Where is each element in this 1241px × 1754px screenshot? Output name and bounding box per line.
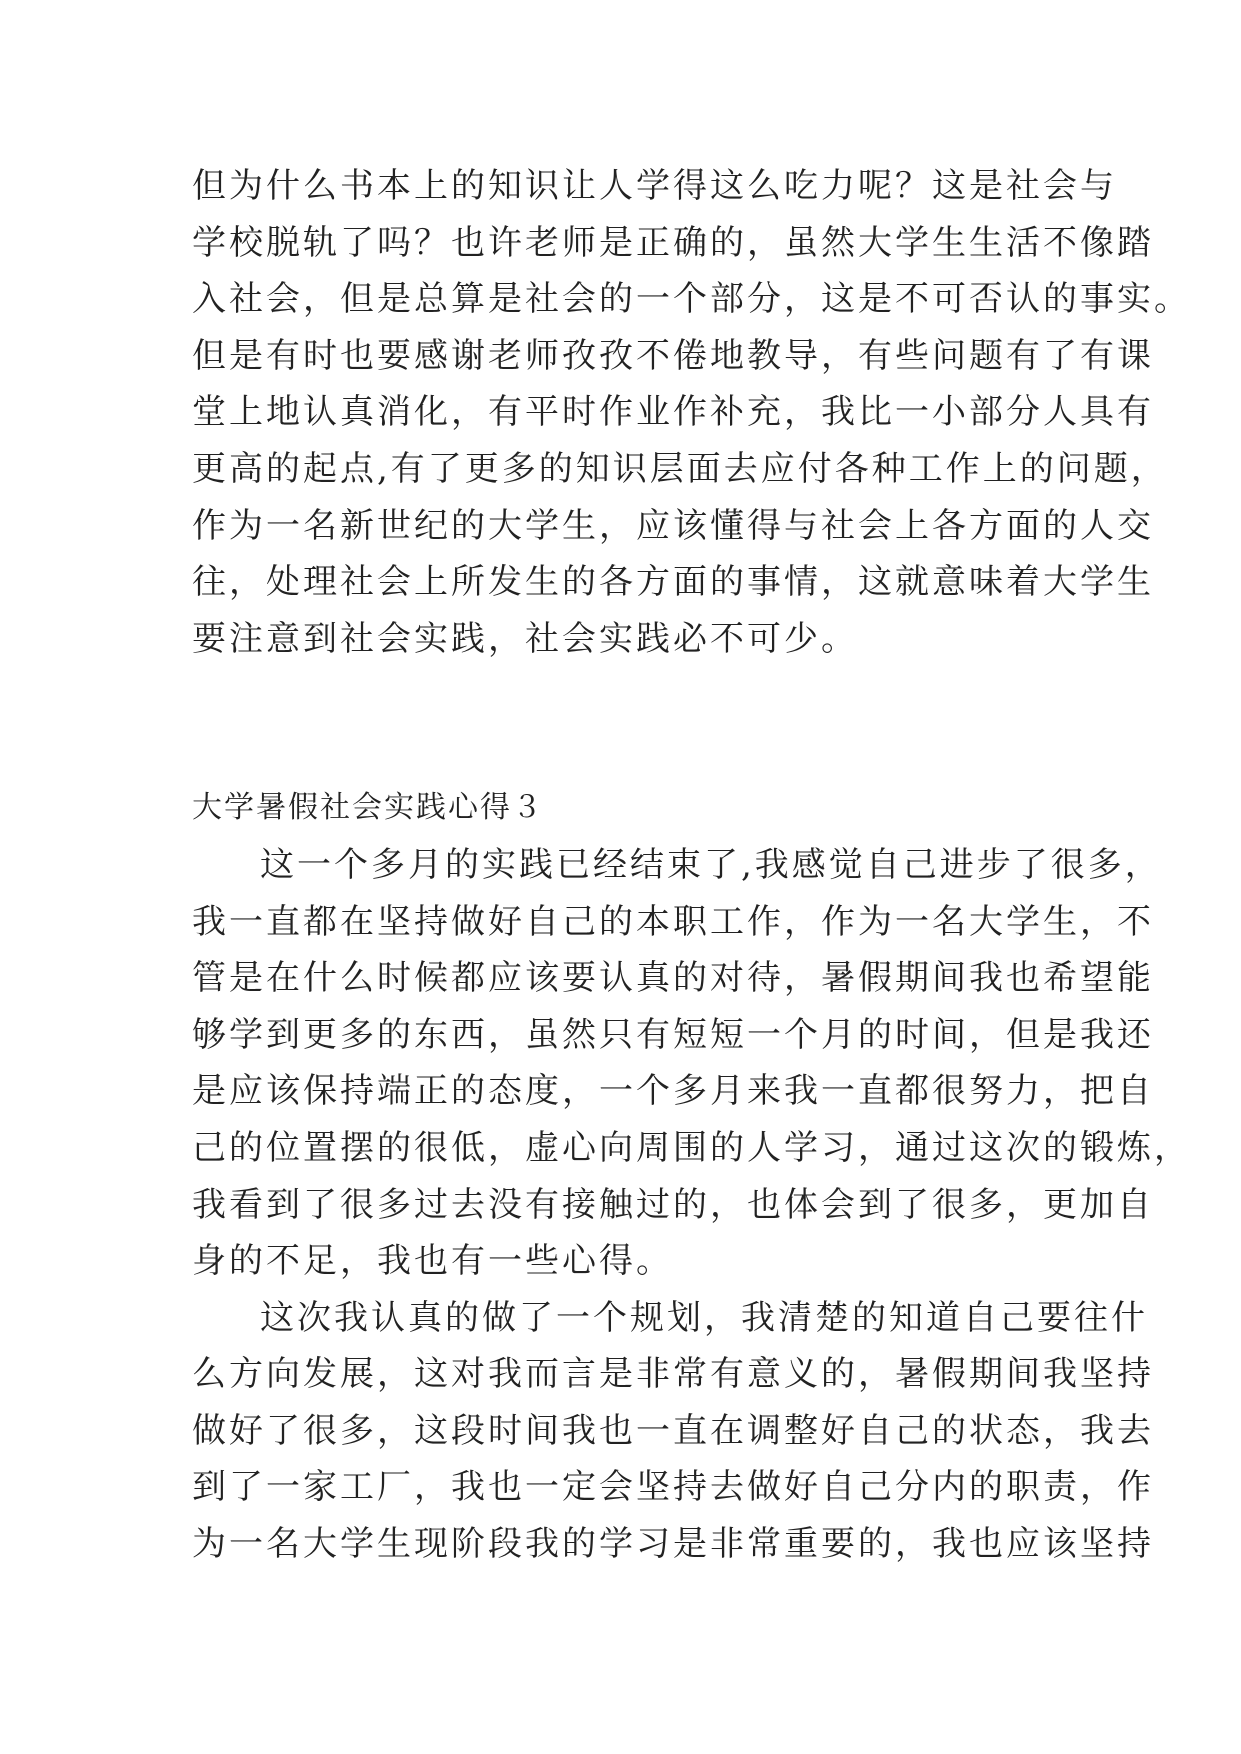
paragraph-2 [192, 1290, 1154, 1573]
text-line: 我看到了很多过去没有接触过的，也体会到了很多，更加自 [192, 1184, 1154, 1225]
text-line: 这一个多月的实践已经结束了,我感觉自己进步了很多， [260, 844, 1162, 885]
text-line: 但为什么书本上的知识让人学得这么吃力呢？这是社会与 [192, 166, 1117, 206]
text-line: 堂上地认真消化，有平时作业作补充，我比一小部分人具有 [192, 392, 1154, 433]
text-line: 够学到更多的东西，虽然只有短短一个月的时间，但是我还 [192, 1014, 1154, 1055]
continuation-paragraph [192, 158, 1191, 667]
text-line: 到了一家工厂，我也一定会坚持去做好自己分内的职责，作 [192, 1467, 1154, 1508]
text-line: 做好了很多，这段时间我也一直在调整好自己的状态，我去 [192, 1410, 1154, 1451]
text-line: 我一直都在坚持做好自己的本职工作，作为一名大学生，不 [192, 901, 1154, 942]
text-line: 是应该保持端正的态度，一个多月来我一直都很努力，把自 [192, 1071, 1154, 1112]
text-line: 己的位置摆的很低，虚心向周围的人学习，通过这次的锻炼， [192, 1127, 1191, 1168]
text-line: 作为一名新世纪的大学生，应该懂得与社会上各方面的人交 [192, 505, 1154, 546]
text-line: 更高的起点,有了更多的知识层面去应付各种工作上的问题， [192, 448, 1168, 489]
section-spacer [192, 667, 1052, 780]
text-line: 要注意到社会实践，社会实践必不可少。 [192, 618, 858, 659]
text-line: 为一名大学生现阶段我的学习是非常重要的，我也应该坚持 [192, 1524, 1154, 1565]
text-line: 管是在什么时候都应该要认真的对待，暑假期间我也希望能 [192, 958, 1154, 999]
text-line: 学校脱轨了吗？也许老师是正确的，虽然大学生生活不像踏 [192, 222, 1154, 263]
text-line: 身的不足，我也有一些心得。 [192, 1241, 673, 1282]
text-line: 入社会，但是总算是社会的一个部分，这是不可否认的事实。 [192, 279, 1191, 320]
paragraph-1 [192, 837, 1191, 1290]
text-line: 么方向发展，这对我而言是非常有意义的，暑假期间我坚持 [192, 1354, 1154, 1395]
text-line: 这次我认真的做了一个规划，我清楚的知道自己要往什 [260, 1297, 1148, 1338]
document-body [192, 158, 1191, 1573]
section-title: 大学暑假社会实践心得３ [192, 790, 544, 826]
text-line: 往，处理社会上所发生的各方面的事情，这就意味着大学生 [192, 562, 1154, 603]
text-line: 但是有时也要感谢老师孜孜不倦地教导，有些问题有了有课 [192, 335, 1154, 376]
